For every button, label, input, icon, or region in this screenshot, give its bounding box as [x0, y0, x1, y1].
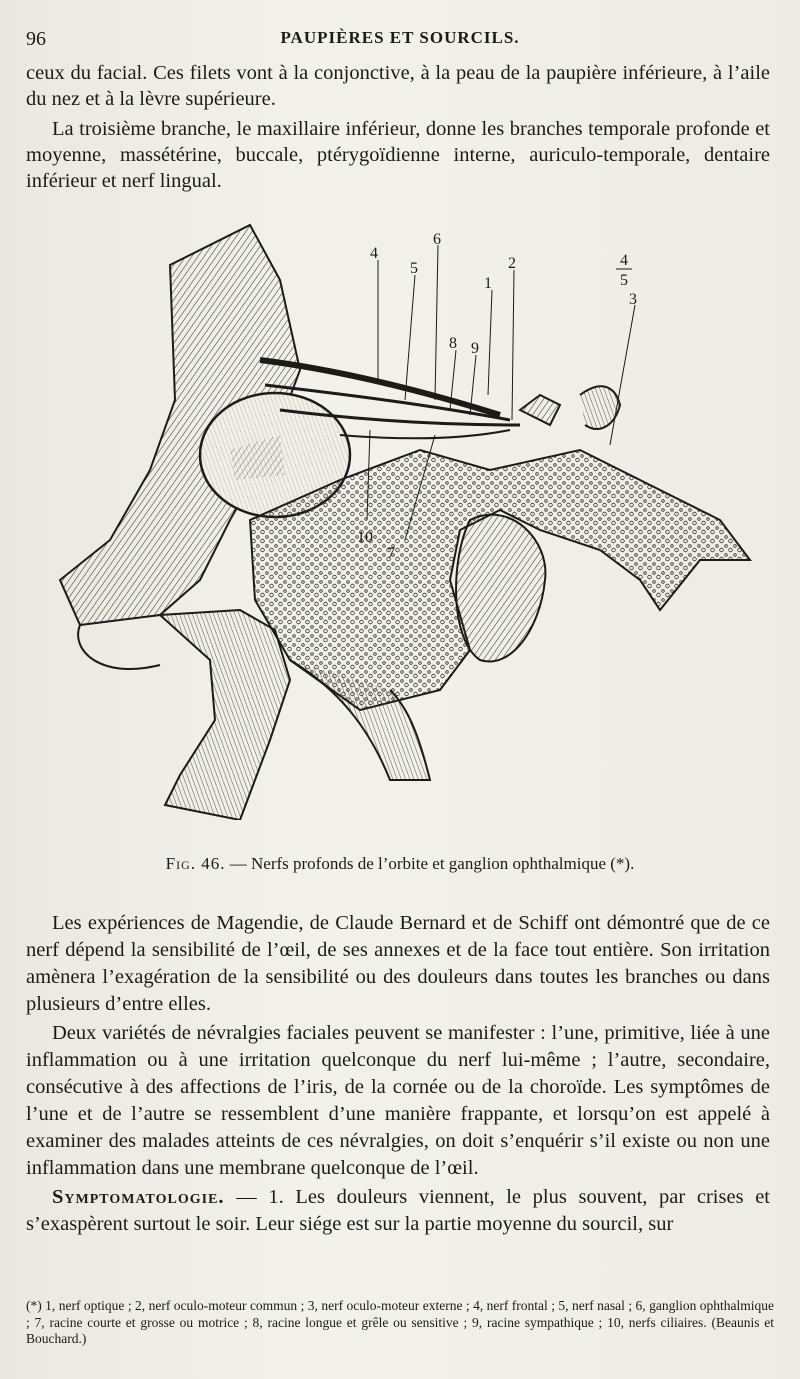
- figure-label: 6: [433, 231, 441, 248]
- section-heading: Symptomatologie.: [52, 1186, 225, 1208]
- paragraph: [26, 1184, 770, 1238]
- paragraph: ceux du facial. Ces filets vont à la conjonctive, à la peau de la paupière inférieure, à l’aile du nez et à la lèvre supérieure.: [26, 62, 770, 110]
- figure-label: 9: [471, 340, 479, 357]
- paragraph: La troisième branche, le maxillaire inférieur, donne les branches temporale profonde et moyenne, massétérine, buccale, ptérygoïdienne interne, auriculo-temporale, dentaire inférieur et nerf lingual.: [26, 118, 770, 192]
- orbit-bone-section: [250, 450, 750, 780]
- figure-label: 3: [629, 291, 637, 308]
- page-header: [26, 22, 774, 52]
- paragraph-text: — 1. Les douleurs viennent, le plus souvent, par crises et s’exaspèrent surtout le soir. Leur siége est sur la partie moyenne du sourcil, sur: [26, 1186, 770, 1235]
- footnote: (*) 1, nerf optique ; 2, nerf oculo-moteur commun ; 3, nerf oculo-moteur externe ; 4, nerf frontal ; 5, nerf nasal ; 6, ganglion ophthalmique ; 7, racine courte et grosse ou motrice ; 8, racine longue et grêle ou sensitive ; 9, racine sympathique ; 10, nerfs ciliaires. (Beaunis et Bouchard.): [26, 1298, 774, 1346]
- figure-label: 7: [387, 545, 395, 562]
- figure-label: 1: [484, 275, 492, 292]
- page-number: 96: [26, 28, 46, 50]
- paragraph: Les expériences de Magendie, de Claude Bernard et de Schiff ont démontré que de ce nerf dépend la sensibilité de l’œil, de ses annexes et de la face tout entière. Son irritation amènera l’exagération de la sensibilité ou des douleurs dans toutes les branches ou dans plusieurs d’entre elles.: [26, 912, 770, 1015]
- figure-label: 4: [620, 252, 628, 269]
- figure-label: 10: [357, 529, 373, 546]
- figure-caption-text: — Nerfs profonds de l’orbite et ganglion ophthalmique (*).: [225, 854, 635, 873]
- orbit-nerves-illustration: [40, 220, 770, 820]
- figure-label: 8: [449, 335, 457, 352]
- figure-label: 5: [620, 272, 628, 289]
- figure-label: 5: [410, 260, 418, 277]
- paragraph: Deux variétés de névralgies faciales peuvent se manifester : l’une, primitive, liée à une inflammation ou à une irritation quelconque du nerf lui-même ; l’autre, secondaire, consécutive à des affections de l’iris, de la cornée ou de la choroïde. Les symptômes de l’une et de l’autre se ressemblent d’une manière frappante, et lorsqu’on est appelé à examiner des malades atteints de ces névralgies, on doit s’enquérir s’il existe ou non une inflammation dans une membrane quelconque de l’œil.: [26, 1022, 770, 1179]
- body-text: [26, 910, 770, 1240]
- top-text: [26, 60, 770, 194]
- figure-caption: [0, 854, 800, 874]
- anatomical-engraving: [40, 220, 770, 820]
- running-title: PAUPIÈRES ET SOURCILS.: [280, 28, 520, 47]
- figure-number: Fig. 46.: [165, 854, 226, 873]
- figure-label: 2: [508, 255, 516, 272]
- figure-label: 4: [370, 245, 378, 262]
